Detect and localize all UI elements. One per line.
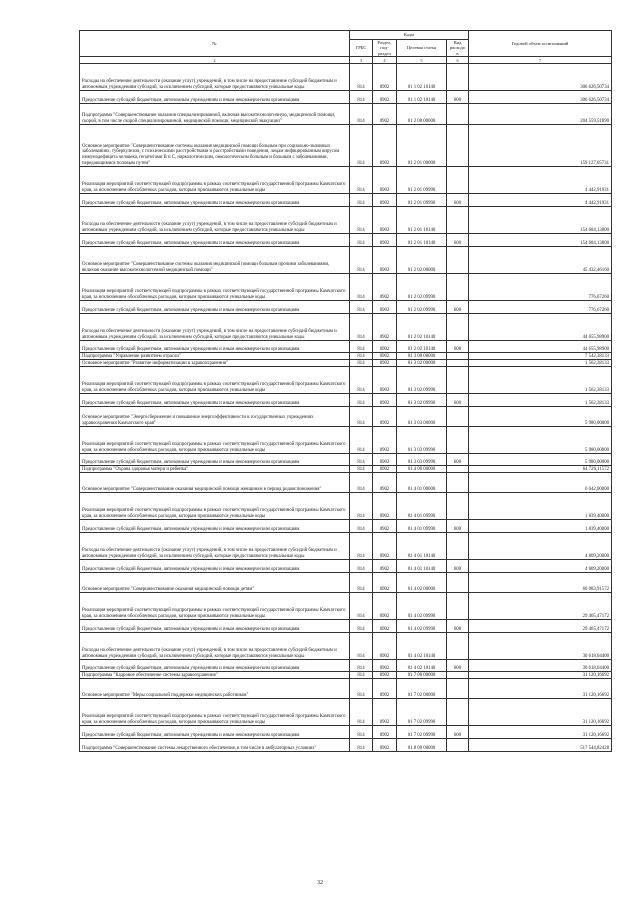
colnum: 6	[447, 57, 469, 64]
row-razdel: 0902	[373, 620, 397, 633]
row-vr: 600	[447, 194, 469, 207]
row-grbs: 814	[350, 726, 373, 739]
table-row	[80, 341, 612, 353]
row-razdel: 0902	[373, 353, 397, 360]
row-vr	[447, 360, 469, 367]
table-row	[80, 493, 612, 520]
table-row	[80, 314, 612, 341]
row-razdel: 0902	[373, 473, 397, 493]
table-row	[80, 679, 612, 699]
row-grbs: 814	[350, 493, 373, 520]
table-body	[80, 64, 612, 752]
row-razdel: 0902	[373, 314, 397, 341]
row-amount: 29 465,47172	[469, 593, 612, 620]
row-razdel: 0902	[373, 367, 397, 394]
colnum: 3	[350, 57, 373, 64]
row-grbs: 814	[350, 593, 373, 620]
row-amount: 5 980,00000	[469, 407, 612, 427]
row-vr	[447, 473, 469, 493]
row-csr: 01 1 02 10140	[397, 91, 447, 104]
row-razdel: 0902	[373, 91, 397, 104]
table-row	[80, 633, 612, 660]
row-razdel: 0902	[373, 726, 397, 739]
row-razdel: 0902	[373, 104, 397, 125]
row-grbs: 814	[350, 660, 373, 672]
header-codes: Коды	[350, 31, 469, 40]
row-vr	[447, 679, 469, 699]
row-csr: 01 3 02 09990	[397, 394, 447, 407]
row-description: Предоставление субсидий бюджетным, автономным учреждениям и иным некоммерческим организациям	[80, 520, 350, 533]
row-amount: 4 809,20000	[469, 533, 612, 560]
row-csr: 01 3 00 00000	[397, 353, 447, 360]
row-description: Предоставление субсидий бюджетным, автономным учреждениям и иным некоммерческим организациям	[80, 660, 350, 672]
row-vr	[447, 125, 469, 167]
row-razdel: 0902	[373, 394, 397, 407]
table-row	[80, 620, 612, 633]
table-row	[80, 573, 612, 593]
row-csr: 01 2 01 09990	[397, 194, 447, 207]
table-row	[80, 739, 612, 752]
row-grbs: 814	[350, 64, 373, 91]
row-description: Подпрограмма "Совершенствование оказания специализированной, включая высокотехнологичную, медицинской помощи, скорой, в том числе скорой специализированной, медицинской помощи, медицинской эвакуации"	[80, 104, 350, 125]
row-description: Предоставление субсидий бюджетным, автономным учреждениям и иным некоммерческим организациям	[80, 91, 350, 104]
row-amount: 45 432,46160	[469, 247, 612, 274]
row-vr	[447, 314, 469, 341]
row-amount: 1 562,38133	[469, 394, 612, 407]
row-amount: 31 120,16692	[469, 679, 612, 699]
row-amount: 1 839,40000	[469, 520, 612, 533]
budget-table	[79, 30, 612, 752]
table-row	[80, 274, 612, 301]
row-vr	[447, 64, 469, 91]
row-description: Предоставление субсидий бюджетным, автономным учреждениям и иным некоммерческим организациям	[80, 454, 350, 466]
row-grbs: 814	[350, 573, 373, 593]
row-razdel: 0902	[373, 739, 397, 752]
row-csr: 01 2 02 00000	[397, 247, 447, 274]
row-description: Предоставление субсидий бюджетным, автономным учреждениям и иным некоммерческим организациям	[80, 234, 350, 247]
row-vr	[447, 739, 469, 752]
row-description: Реализация мероприятий соответствующей подпрограммы в рамках соответствующей государственной программы Камчатского края, за исключением обособленных расходов, которым присваиваются уникальные коды	[80, 367, 350, 394]
colnum: 2	[80, 57, 350, 64]
table-row	[80, 593, 612, 620]
row-grbs: 814	[350, 633, 373, 660]
row-csr: 01 2 01 00000	[397, 125, 447, 167]
row-vr	[447, 633, 469, 660]
row-razdel: 0902	[373, 533, 397, 560]
row-vr	[447, 353, 469, 360]
row-amount: 44 655,98900	[469, 341, 612, 353]
row-amount: 7 542,38133	[469, 353, 612, 360]
row-description: Реализация мероприятий соответствующей подпрограммы в рамках соответствующей государственной программы Камчатского края, за исключением обособленных расходов, которым присваиваются уникальные коды	[80, 427, 350, 454]
row-csr: 01 3 02 09990	[397, 367, 447, 394]
row-amount: 517 544,82428	[469, 739, 612, 752]
row-amount: 5 980,00000	[469, 454, 612, 466]
row-grbs: 814	[350, 194, 373, 207]
row-amount: 64 726,11572	[469, 466, 612, 473]
row-description: Основное мероприятие "Совершенствование оказания медицинской помощи женщинам в период родовспоможения"	[80, 473, 350, 493]
row-description: Реализация мероприятий соответствующей подпрограммы в рамках соответствующей государственной программы Камчатского края, за исключением обособленных расходов, которым присваиваются уникальные коды	[80, 699, 350, 726]
row-csr: 01 4 02 09990	[397, 620, 447, 633]
row-csr: 01 2 01 10140	[397, 207, 447, 234]
row-csr: 01 4 02 00000	[397, 573, 447, 593]
row-razdel: 0902	[373, 699, 397, 726]
row-razdel: 0902	[373, 234, 397, 247]
row-vr	[447, 207, 469, 234]
row-vr	[447, 699, 469, 726]
row-description: Реализация мероприятий соответствующей подпрограммы в рамках соответствующей государственной программы Камчатского края, за исключением обособленных расходов, которым присваиваются уникальные коды	[80, 493, 350, 520]
row-grbs: 814	[350, 520, 373, 533]
table-row	[80, 473, 612, 493]
row-razdel: 0902	[373, 125, 397, 167]
row-vr	[447, 427, 469, 454]
row-razdel: 0902	[373, 593, 397, 620]
table-row	[80, 454, 612, 466]
row-description: Предоставление субсидий бюджетным, автономным учреждениям и иным некоммерческим организациям	[80, 301, 350, 314]
header-column-numbers	[80, 57, 612, 64]
row-grbs: 814	[350, 247, 373, 274]
row-grbs: 814	[350, 167, 373, 194]
row-csr: 01 2 02 10140	[397, 341, 447, 353]
row-grbs: 814	[350, 104, 373, 125]
row-csr: 01 4 00 00000	[397, 466, 447, 473]
table-row	[80, 466, 612, 473]
row-vr	[447, 247, 469, 274]
table-row	[80, 353, 612, 360]
row-grbs: 814	[350, 353, 373, 360]
row-csr: 01 3 03 09990	[397, 427, 447, 454]
row-razdel: 0902	[373, 520, 397, 533]
row-vr: 600	[447, 234, 469, 247]
row-vr	[447, 167, 469, 194]
row-vr: 600	[447, 726, 469, 739]
row-vr: 600	[447, 620, 469, 633]
row-grbs: 814	[350, 427, 373, 454]
row-vr	[447, 493, 469, 520]
table-row	[80, 699, 612, 726]
row-description: Расходы на обеспечение деятельности (оказание услуг) учреждений, в том числе на предоставление субсидий бюджетным и автономным учреждениям субсидий, за исключением субсидий, которые предоставляются уникальные коды	[80, 207, 350, 234]
table-row	[80, 427, 612, 454]
row-amount: 776,67260	[469, 301, 612, 314]
row-grbs: 814	[350, 454, 373, 466]
row-grbs: 814	[350, 341, 373, 353]
row-amount: 31 120,16692	[469, 672, 612, 679]
row-grbs: 814	[350, 699, 373, 726]
row-grbs: 814	[350, 274, 373, 301]
row-description: Предоставление субсидий бюджетным, автономным учреждениям и иным некоммерческим организациям	[80, 394, 350, 407]
row-vr	[447, 466, 469, 473]
row-vr	[447, 672, 469, 679]
row-vr: 600	[447, 660, 469, 672]
row-razdel: 0902	[373, 274, 397, 301]
table-row	[80, 247, 612, 274]
row-grbs: 814	[350, 314, 373, 341]
row-grbs: 814	[350, 125, 373, 167]
row-description: Подпрограмма "Охрана здоровья матери и ребенка"	[80, 466, 350, 473]
row-vr	[447, 573, 469, 593]
row-amount: 154 684,13800	[469, 207, 612, 234]
row-description: Предоставление субсидий бюджетным, автономным учреждениям и иным некоммерческим организациям	[80, 726, 350, 739]
table-row	[80, 167, 612, 194]
row-csr: 01 2 02 09990	[397, 274, 447, 301]
row-grbs: 814	[350, 234, 373, 247]
table-row	[80, 234, 612, 247]
table-row	[80, 520, 612, 533]
row-razdel: 0902	[373, 493, 397, 520]
row-description: Основное мероприятие "Совершенствование системы оказания медицинской помощи больным прочими заболеваниями, включая оказание высокотехнологичной медицинской помощи"	[80, 247, 350, 274]
row-grbs: 814	[350, 91, 373, 104]
row-grbs: 814	[350, 620, 373, 633]
row-description: Расходы на обеспечение деятельности (оказание услуг) учреждений, в том числе на предоставление субсидий бюджетным и автономным учреждениям субсидий, за исключением субсидий, которые предоставляются уникальные коды	[80, 64, 350, 91]
row-vr	[447, 367, 469, 394]
page-number: 32	[317, 880, 323, 886]
table-row	[80, 726, 612, 739]
row-amount: 154 684,13800	[469, 234, 612, 247]
colnum: 7	[469, 57, 612, 64]
row-csr: 01 4 01 09990	[397, 493, 447, 520]
row-description: Подпрограмма "Совершенствование системы лекарственного обеспечения, в том числе в амбулаторных условиях"	[80, 739, 350, 752]
row-amount: 44 655,98900	[469, 314, 612, 341]
row-grbs: 814	[350, 207, 373, 234]
colnum: 4	[373, 57, 397, 64]
header-razdel: Раздел, под-раздел	[373, 40, 397, 57]
row-csr: 01 7 00 00000	[397, 672, 447, 679]
row-vr: 600	[447, 394, 469, 407]
row-razdel: 0902	[373, 454, 397, 466]
row-csr: 01 4 01 09990	[397, 520, 447, 533]
row-csr: 01 7 02 09990	[397, 699, 447, 726]
row-razdel: 0902	[373, 427, 397, 454]
row-amount: 29 465,47172	[469, 620, 612, 633]
row-razdel: 0902	[373, 466, 397, 473]
table-row	[80, 407, 612, 427]
row-csr: 01 7 02 09990	[397, 726, 447, 739]
row-razdel: 0902	[373, 64, 397, 91]
table-row	[80, 394, 612, 407]
row-razdel: 0902	[373, 247, 397, 274]
row-razdel: 0902	[373, 341, 397, 353]
row-csr: 01 3 03 00000	[397, 407, 447, 427]
table-row	[80, 194, 612, 207]
table-row	[80, 301, 612, 314]
row-razdel: 0902	[373, 660, 397, 672]
header-vr: Вид расходов	[447, 40, 469, 57]
row-vr	[447, 104, 469, 125]
row-amount: 306 626,50734	[469, 64, 612, 91]
row-description: Основное мероприятие "Совершенствование оказания медицинской помощи детям"	[80, 573, 350, 593]
table-row	[80, 207, 612, 234]
header-grbs: ГРБС	[350, 40, 373, 57]
row-description: Расходы на обеспечение деятельности (оказание услуг) учреждений, в том числе на предоставление субсидий бюджетным и автономным учреждениям субсидий, за исключением субсидий, которые предоставляются уникальные коды	[80, 533, 350, 560]
colnum: 5	[397, 57, 447, 64]
row-csr: 01 2 02 10140	[397, 314, 447, 341]
table-row	[80, 533, 612, 560]
table-row	[80, 91, 612, 104]
table-header	[80, 31, 612, 64]
row-csr: 01 2 00 00000	[397, 104, 447, 125]
row-grbs: 814	[350, 466, 373, 473]
row-grbs: 814	[350, 407, 373, 427]
row-description: Реализация мероприятий соответствующей подпрограммы в рамках соответствующей государственной программы Камчатского края, за исключением обособленных расходов, которым присваиваются уникальные коды	[80, 167, 350, 194]
row-grbs: 814	[350, 360, 373, 367]
row-vr: 600	[447, 341, 469, 353]
table-row	[80, 125, 612, 167]
header-amount: Годовой объем ассигнований	[469, 31, 612, 57]
row-csr: 01 7 02 00000	[397, 679, 447, 699]
table-row	[80, 64, 612, 91]
row-description: Предоставление субсидий бюджетным, автономным учреждениям и иным некоммерческим организациям	[80, 620, 350, 633]
row-csr: 01 3 02 00000	[397, 360, 447, 367]
table-row	[80, 672, 612, 679]
row-csr: 01 4 01 10140	[397, 533, 447, 560]
row-description: Предоставление субсидий бюджетным, автономным учреждениям и иным некоммерческим организациям	[80, 560, 350, 573]
row-razdel: 0902	[373, 407, 397, 427]
row-grbs: 814	[350, 672, 373, 679]
row-grbs: 814	[350, 679, 373, 699]
row-csr: 01 4 02 09990	[397, 593, 447, 620]
table-row	[80, 367, 612, 394]
table-row	[80, 104, 612, 125]
table-row	[80, 560, 612, 573]
row-amount: 204 559,51890	[469, 104, 612, 125]
row-csr: 01 4 02 10140	[397, 633, 447, 660]
row-razdel: 0902	[373, 194, 397, 207]
table-row	[80, 360, 612, 367]
row-grbs: 814	[350, 367, 373, 394]
row-vr	[447, 407, 469, 427]
row-vr	[447, 593, 469, 620]
row-amount: 776,67260	[469, 274, 612, 301]
row-vr	[447, 533, 469, 560]
row-description: Предоставление субсидий бюджетным, автономным учреждениям и иным некоммерческим организациям	[80, 341, 350, 353]
row-amount: 306 626,50734	[469, 91, 612, 104]
header-number: №	[80, 31, 350, 57]
row-vr	[447, 274, 469, 301]
row-grbs: 814	[350, 394, 373, 407]
row-amount: 60 083,91572	[469, 573, 612, 593]
row-csr: 01 1 02 10140	[397, 64, 447, 91]
row-amount: 31 120,16692	[469, 726, 612, 739]
row-description: Подпрограмма "Управление развитием отрасли"	[80, 353, 350, 360]
row-amount: 159 127,05731	[469, 125, 612, 167]
row-vr: 600	[447, 560, 469, 573]
row-vr: 600	[447, 454, 469, 466]
row-amount: 4 442,91931	[469, 194, 612, 207]
row-csr: 01 8 00 00000	[397, 739, 447, 752]
row-vr: 600	[447, 520, 469, 533]
row-amount: 1 562,38133	[469, 367, 612, 394]
row-description: Предоставление субсидий бюджетным, автономным учреждениям и иным некоммерческим организациям	[80, 194, 350, 207]
row-csr: 01 2 01 10140	[397, 234, 447, 247]
row-razdel: 0902	[373, 167, 397, 194]
row-csr: 01 4 01 00000	[397, 473, 447, 493]
row-razdel: 0902	[373, 360, 397, 367]
row-description: Расходы на обеспечение деятельности (оказание услуг) учреждений, в том числе на предоставление субсидий бюджетным и автономным учреждениям субсидий, за исключением субсидий, которые предоставляются уникальные коды	[80, 633, 350, 660]
row-csr: 01 3 03 09990	[397, 454, 447, 466]
row-grbs: 814	[350, 301, 373, 314]
row-amount: 4 442,91931	[469, 167, 612, 194]
row-vr: 600	[447, 91, 469, 104]
row-description: Реализация мероприятий соответствующей подпрограммы в рамках соответствующей государственной программы Камчатского края, за исключением обособленных расходов, которым присваиваются уникальные коды	[80, 593, 350, 620]
row-razdel: 0902	[373, 560, 397, 573]
row-grbs: 814	[350, 473, 373, 493]
header-csr: Целевая статья	[397, 40, 447, 57]
row-grbs: 814	[350, 739, 373, 752]
row-description: Основное мероприятие "Меры социальной поддержки медицинских работников"	[80, 679, 350, 699]
row-description: Реализация мероприятий соответствующей подпрограммы в рамках соответствующей государственной программы Камчатского края, за исключением обособленных расходов, которым присваиваются уникальные коды	[80, 274, 350, 301]
row-description: Расходы на обеспечение деятельности (оказание услуг) учреждений, в том числе на предоставление субсидий бюджетным и автономным учреждениям субсидий, за исключением субсидий, которые предоставляются уникальные коды	[80, 314, 350, 341]
row-csr: 01 2 01 09990	[397, 167, 447, 194]
row-razdel: 0902	[373, 301, 397, 314]
row-csr: 01 2 02 09990	[397, 301, 447, 314]
row-csr: 01 4 02 10140	[397, 660, 447, 672]
row-amount: 4 809,20000	[469, 560, 612, 573]
row-amount: 30 618,04400	[469, 660, 612, 672]
row-description: Основное мероприятие "Энергосбережение и повышение энергоэффективности в государственных учреждениях здравоохранения Камчатского края"	[80, 407, 350, 427]
row-razdel: 0902	[373, 633, 397, 660]
row-razdel: 0902	[373, 679, 397, 699]
table-row	[80, 660, 612, 672]
row-amount: 30 618,04400	[469, 633, 612, 660]
row-description: Подпрограмма "Кадровое обеспечение системы здравоохранения"	[80, 672, 350, 679]
row-amount: 1 562,38133	[469, 360, 612, 367]
row-grbs: 814	[350, 533, 373, 560]
row-csr: 01 4 01 10140	[397, 560, 447, 573]
row-description: Основное мероприятие "Совершенствование системы оказания медицинской помощи больным при социально-значимых заболеваниях: туберкулезом, с психическими расстройствами и расстройствами поведения, лицам инфицированным вирусом иммунодефицита человека, гепатитами В и С, наркологическим, онкологическим больным и больным с заболеваниями, передающимися половым путем"	[80, 125, 350, 167]
row-grbs: 814	[350, 560, 373, 573]
row-razdel: 0902	[373, 207, 397, 234]
row-amount: 1 839,40000	[469, 493, 612, 520]
row-razdel: 0902	[373, 672, 397, 679]
row-vr: 600	[447, 301, 469, 314]
row-razdel: 0902	[373, 573, 397, 593]
row-amount: 6 642,00000	[469, 473, 612, 493]
row-description: Основное мероприятие "Развитие информатизации в здравоохранении"	[80, 360, 350, 367]
row-amount: 5 980,00000	[469, 427, 612, 454]
row-amount: 31 120,16692	[469, 699, 612, 726]
